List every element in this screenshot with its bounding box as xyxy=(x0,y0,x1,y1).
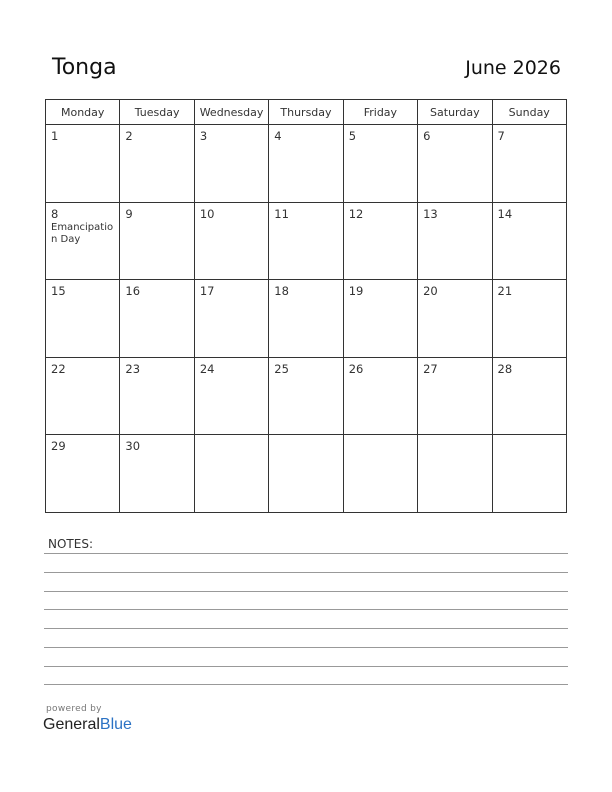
weekday-tuesday: Tuesday xyxy=(120,100,194,125)
day-number: 20 xyxy=(423,284,438,299)
day-cell xyxy=(46,280,120,358)
note-line xyxy=(44,572,568,573)
day-cell xyxy=(418,435,492,513)
week-row xyxy=(46,358,567,436)
brand-part-general: General xyxy=(43,716,100,733)
day-cell xyxy=(418,125,492,203)
day-cell xyxy=(344,280,418,358)
day-number: 16 xyxy=(125,284,141,299)
note-line xyxy=(44,609,568,610)
holiday-label: Emancipation Day xyxy=(51,221,114,245)
day-cell xyxy=(418,280,492,358)
day-number: 5 xyxy=(348,129,357,143)
day-cell xyxy=(195,435,269,513)
day-cell xyxy=(493,203,567,281)
day-number: 19 xyxy=(348,284,364,299)
weekday-friday: Friday xyxy=(344,100,418,125)
day-number: 2 xyxy=(125,129,133,143)
note-line xyxy=(44,647,568,648)
day-number: 10 xyxy=(199,206,215,221)
day-cell xyxy=(269,280,343,358)
note-line xyxy=(44,553,568,554)
week-row xyxy=(46,280,567,358)
day-cell xyxy=(120,358,194,436)
day-cell xyxy=(269,203,343,281)
week-row xyxy=(46,435,567,513)
day-cell xyxy=(46,358,120,436)
notes-label: NOTES: xyxy=(48,537,93,551)
powered-by-text: powered by xyxy=(46,704,102,714)
day-number: 15 xyxy=(51,284,66,299)
day-cell xyxy=(269,125,343,203)
day-number: 18 xyxy=(274,284,289,299)
day-number: 6 xyxy=(423,129,431,143)
day-cell xyxy=(120,280,194,358)
weekday-header-row xyxy=(46,100,567,125)
day-number: 28 xyxy=(497,361,513,376)
day-number: 13 xyxy=(423,206,438,221)
day-number: 21 xyxy=(497,284,513,299)
day-cell xyxy=(344,435,418,513)
day-number: 23 xyxy=(125,361,141,376)
weeks-container xyxy=(46,125,567,513)
note-line xyxy=(44,591,568,592)
weekday-monday: Monday xyxy=(46,100,120,125)
day-cell xyxy=(195,280,269,358)
day-number: 7 xyxy=(497,129,505,143)
day-cell xyxy=(493,435,567,513)
note-line xyxy=(44,684,568,685)
day-cell xyxy=(493,358,567,436)
day-cell xyxy=(46,125,120,203)
day-number: 22 xyxy=(51,361,66,376)
calendar-grid xyxy=(45,99,567,513)
day-number: 8 xyxy=(51,206,59,221)
day-cell xyxy=(344,358,418,436)
day-cell xyxy=(120,203,194,281)
week-row xyxy=(46,125,567,203)
day-number: 14 xyxy=(497,206,513,221)
day-number: 1 xyxy=(51,129,59,143)
day-cell xyxy=(344,125,418,203)
brand-part-blue: Blue xyxy=(99,716,132,733)
day-cell xyxy=(418,203,492,281)
day-number: 30 xyxy=(125,439,141,454)
day-number: 17 xyxy=(199,284,215,299)
note-line xyxy=(44,628,568,629)
day-cell xyxy=(269,358,343,436)
day-number: 3 xyxy=(199,129,208,143)
country-title: Tonga xyxy=(52,55,117,80)
month-year-title: June 2026 xyxy=(465,57,561,79)
day-cell xyxy=(195,125,269,203)
note-line xyxy=(44,666,568,667)
day-cell xyxy=(46,203,120,281)
day-cell xyxy=(418,358,492,436)
day-number: 4 xyxy=(274,129,282,143)
day-number: 11 xyxy=(274,206,289,221)
day-number: 9 xyxy=(125,206,133,221)
day-number: 26 xyxy=(348,361,364,376)
day-cell xyxy=(493,125,567,203)
brand-logo xyxy=(43,716,132,734)
day-cell xyxy=(195,358,269,436)
day-number: 24 xyxy=(199,361,215,376)
day-cell xyxy=(46,435,120,513)
weekday-thursday: Thursday xyxy=(269,100,343,125)
weekday-wednesday: Wednesday xyxy=(195,100,269,125)
day-number: 27 xyxy=(423,361,438,376)
weekday-saturday: Saturday xyxy=(418,100,492,125)
day-cell xyxy=(120,125,194,203)
day-cell xyxy=(344,203,418,281)
day-cell xyxy=(120,435,194,513)
day-number: 25 xyxy=(274,361,289,376)
day-number: 12 xyxy=(348,206,364,221)
week-row xyxy=(46,203,567,281)
day-number: 29 xyxy=(51,439,66,454)
weekday-sunday: Sunday xyxy=(493,100,567,125)
day-cell xyxy=(269,435,343,513)
day-cell xyxy=(195,203,269,281)
day-cell xyxy=(493,280,567,358)
